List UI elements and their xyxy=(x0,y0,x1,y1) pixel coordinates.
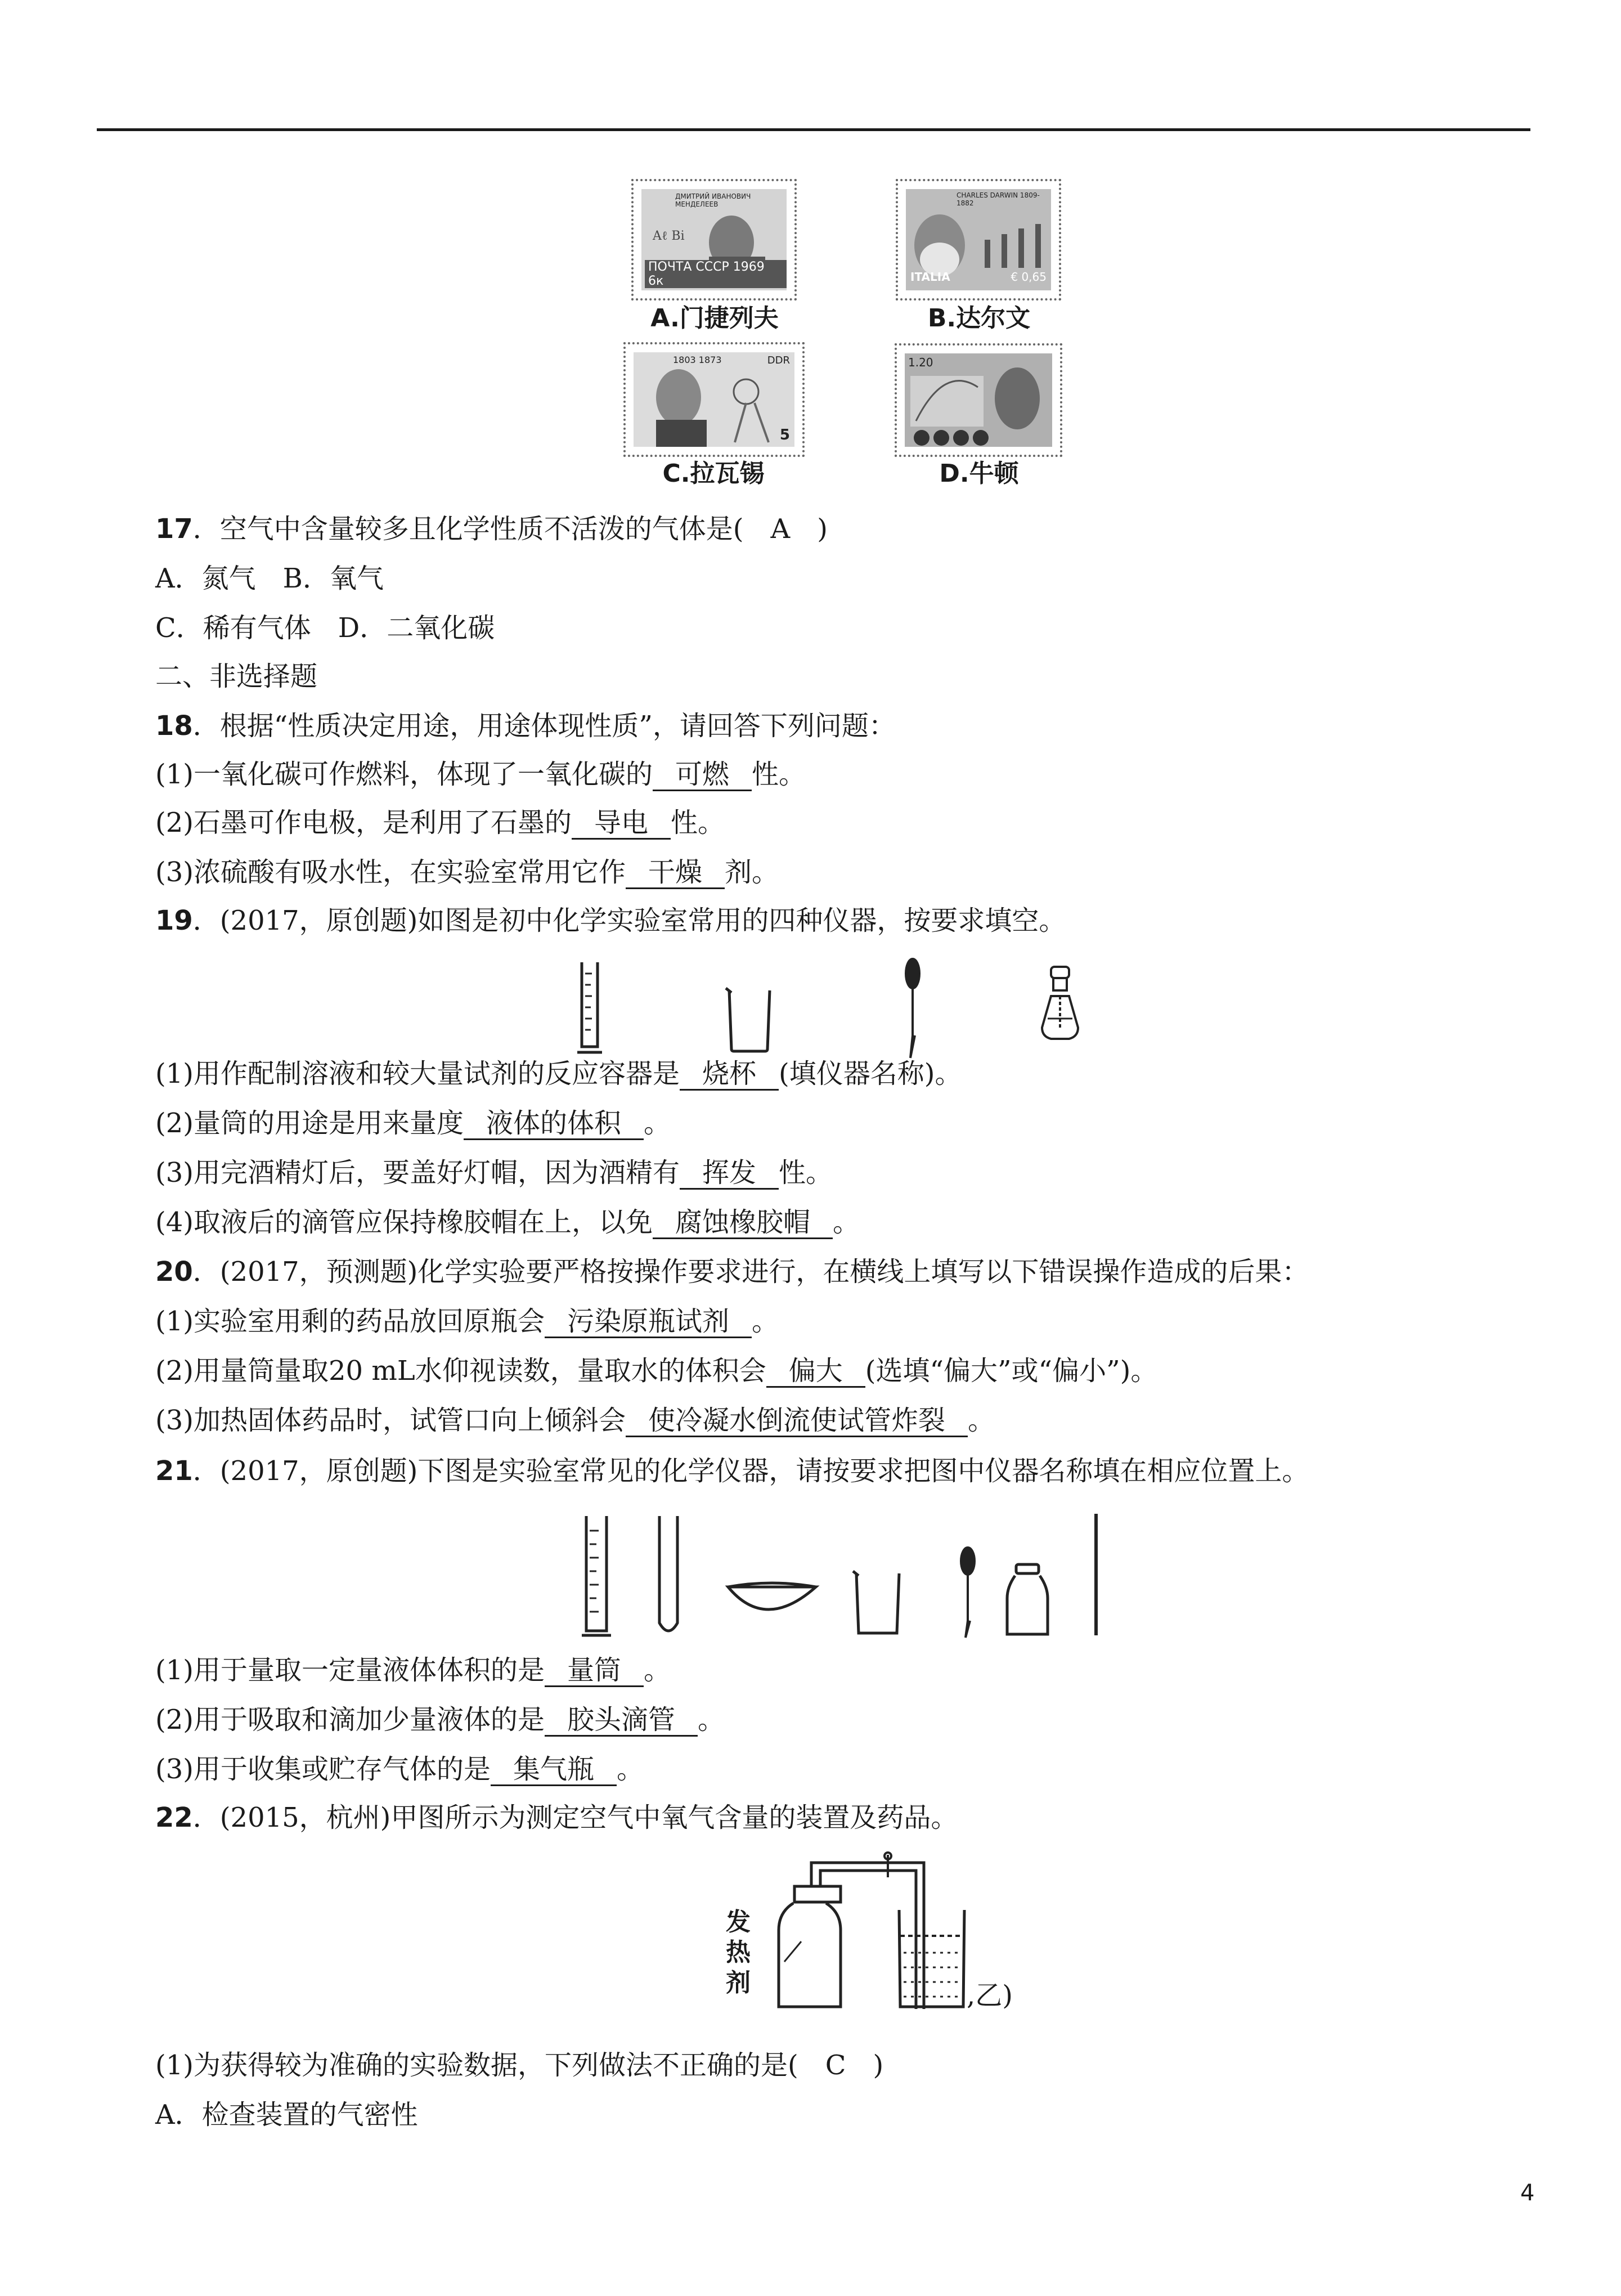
clamp-icon xyxy=(884,1853,891,1877)
paren-close: ) xyxy=(790,513,828,545)
dropper-icon xyxy=(906,959,919,1058)
stamp-caption: D.牛顿 xyxy=(939,459,1019,488)
stamp-text: 1803 1873 xyxy=(673,355,722,365)
q19-part1 xyxy=(155,1057,962,1091)
q18-part3 xyxy=(155,855,779,889)
part-text: (3)加热固体药品时，试管口向上倾斜会 xyxy=(155,1405,626,1436)
part-text: 剂。 xyxy=(725,856,779,888)
stamp-caption: B.达尔文 xyxy=(927,304,1031,333)
stamp-lavoisier xyxy=(623,342,805,457)
stamp-newton xyxy=(895,343,1062,457)
answer-blank: 偏大 xyxy=(766,1356,865,1388)
graduated-cylinder-icon xyxy=(577,962,602,1052)
q18-stem xyxy=(155,709,896,743)
q19-part3 xyxy=(155,1156,833,1190)
section-heading: 二、非选择题 xyxy=(155,661,318,692)
stamp-text: CHARLES DARWIN 1809-1882 xyxy=(957,191,1040,207)
part-text: (2)用量筒量取20 mL水仰视读数，量取水的体积会 xyxy=(155,1355,766,1387)
answer-blank: 烧杯 xyxy=(680,1059,779,1091)
part-text: (1)用作配制溶液和较大量试剂的反应容器是 xyxy=(155,1058,680,1089)
svg-text:Aℓ Bi: Aℓ Bi xyxy=(653,229,685,243)
answer-blank: 干燥 xyxy=(626,857,725,889)
question-number: 17 xyxy=(155,513,193,545)
part-text: 性。 xyxy=(779,1157,833,1189)
q22-option-a: A．检查装置的气密性 xyxy=(155,2099,418,2131)
answer-blank: 污染原瓶试剂 xyxy=(545,1306,752,1338)
stamp-value: 5 xyxy=(779,427,790,443)
stamp-value: € 0,65 xyxy=(1011,270,1047,284)
question-text: ．空气中含量较多且化学性质不活泼的气体是( xyxy=(192,513,771,545)
q17-stem xyxy=(155,512,828,546)
figure-label-yi: ,乙) xyxy=(967,1980,1013,2011)
stamp-mendeleev xyxy=(631,179,797,301)
header-rule xyxy=(97,128,1530,131)
answer-choice: C xyxy=(825,2050,846,2081)
stamp-text: ДМИТРИЙ ИВАНОВИЧ МЕНДЕЛЕЕВ xyxy=(675,192,751,208)
part-text: (选填“偏大”或“偏小”)。 xyxy=(865,1355,1158,1387)
part-text: 。 xyxy=(644,1107,671,1139)
q22-part1 xyxy=(155,2048,883,2082)
question-text: ．(2017，原创题)下图是实验室常见的化学仪器，请按要求把图中仪器名称填在相应位置上。 xyxy=(192,1455,1309,1487)
q17-options-1: A．氮气 B．氧气 xyxy=(155,563,384,594)
question-number: 18 xyxy=(155,710,193,742)
question-text: ．(2017，预测题)化学实验要严格按操作要求进行，在横线上填写以下错误操作造成的后果： xyxy=(192,1256,1309,1288)
stamp-text: ITALIA xyxy=(910,270,950,284)
part-text: 。 xyxy=(617,1754,644,1785)
part-text: (1)一氧化碳可作燃料，体现了一氧化碳的 xyxy=(155,759,653,790)
graduated-cylinder-icon xyxy=(582,1516,611,1635)
question-text: ．根据“性质决定用途，用途体现性质”，请回答下列问题： xyxy=(192,710,896,742)
q21-stem xyxy=(155,1454,1309,1488)
water-beaker-icon xyxy=(899,1910,964,2007)
label-fa: 发 xyxy=(726,1908,751,1936)
part-text: (2)石墨可作电极，是利用了石墨的 xyxy=(155,807,572,838)
q20-part2 xyxy=(155,1354,1157,1388)
part-text: 性。 xyxy=(671,807,725,838)
q22-stem xyxy=(155,1801,958,1835)
part-text: 。 xyxy=(644,1654,671,1686)
dropper-icon xyxy=(961,1548,975,1638)
part-text: (4)取液后的滴管应保持橡胶帽在上，以免 xyxy=(155,1207,653,1238)
q20-part3 xyxy=(155,1403,995,1437)
stamp-caption: C.拉瓦锡 xyxy=(662,459,765,488)
q19-stem xyxy=(155,904,1066,938)
answer-choice: A xyxy=(770,513,791,545)
answer-blank: 导电 xyxy=(572,808,671,840)
gas-jar-icon xyxy=(1007,1564,1048,1634)
stamp-caption: A.门捷列夫 xyxy=(650,304,779,333)
part-text: (3)用于收集或贮存气体的是 xyxy=(155,1754,491,1785)
part-text: (1)为获得较为准确的实验数据，下列做法不正确的是( xyxy=(155,2050,825,2081)
answer-blank: 挥发 xyxy=(680,1158,779,1190)
q21-part3 xyxy=(155,1752,644,1786)
question-text: ．(2017，原创题)如图是初中化学实验室常用的四种仪器，按要求填空。 xyxy=(192,905,1066,936)
part-text: 。 xyxy=(833,1207,860,1238)
part-text: (3)用完酒精灯后，要盖好灯帽，因为酒精有 xyxy=(155,1157,680,1189)
question-number: 22 xyxy=(155,1802,193,1833)
heating-agent-bottle-icon xyxy=(779,1886,841,2007)
stamp-text: DDR xyxy=(767,355,790,366)
part-text: ) xyxy=(846,2050,884,2081)
question-number: 21 xyxy=(155,1455,193,1487)
alcohol-lamp-icon xyxy=(1042,967,1078,1039)
q19-part2 xyxy=(155,1106,671,1140)
beaker-icon xyxy=(726,988,770,1051)
question-text: ．(2015，杭州)甲图所示为测定空气中氧气含量的装置及药品。 xyxy=(192,1802,958,1833)
stamp-darwin xyxy=(896,179,1061,301)
portrait-illustration xyxy=(634,352,794,447)
part-text: (填仪器名称)。 xyxy=(779,1058,962,1089)
answer-blank: 量筒 xyxy=(545,1655,644,1687)
question-number: 20 xyxy=(155,1256,193,1288)
part-text: (3)浓硫酸有吸水性，在实验室常用它作 xyxy=(155,856,626,888)
part-text: 。 xyxy=(752,1306,779,1337)
answer-blank: 使冷凝水倒流使试管炸裂 xyxy=(626,1405,968,1437)
part-text: (1)实验室用剩的药品放回原瓶会 xyxy=(155,1306,545,1337)
part-text: (2)量筒的用途是用来量度 xyxy=(155,1107,464,1139)
question-number: 19 xyxy=(155,905,193,936)
q20-stem xyxy=(155,1255,1309,1289)
q21-part1 xyxy=(155,1653,671,1687)
answer-blank: 胶头滴管 xyxy=(545,1705,698,1737)
part-text: 。 xyxy=(698,1704,725,1736)
q18-part2 xyxy=(155,806,725,840)
stamp-value: 1.20 xyxy=(908,356,933,369)
evaporating-dish-icon xyxy=(728,1583,816,1609)
test-tube-icon xyxy=(659,1516,677,1631)
q17-options-2: C．稀有气体 D．二氧化碳 xyxy=(155,612,495,644)
q21-part2 xyxy=(155,1703,725,1737)
answer-blank: 液体的体积 xyxy=(464,1108,644,1140)
answer-blank: 可燃 xyxy=(653,759,752,791)
q19-part4 xyxy=(155,1205,860,1239)
part-text: 。 xyxy=(968,1405,995,1436)
page-number: 4 xyxy=(1520,2180,1535,2206)
portrait-illustration xyxy=(905,353,1052,447)
q21-instruments-figure xyxy=(574,1508,1114,1643)
part-text: 性。 xyxy=(752,759,806,790)
stamp-text: ПОЧТА СССР 1969 6к xyxy=(645,260,787,288)
q20-part1 xyxy=(155,1304,779,1338)
beaker-icon xyxy=(853,1571,899,1633)
connecting-tube-icon xyxy=(811,1863,924,2009)
part-text: (1)用于量取一定量液体体积的是 xyxy=(155,1654,545,1686)
q18-part1 xyxy=(155,757,806,791)
answer-blank: 集气瓶 xyxy=(491,1754,617,1786)
label-re: 热 xyxy=(726,1938,751,1967)
part-text: (2)用于吸取和滴加少量液体的是 xyxy=(155,1704,545,1736)
label-ji: 剂 xyxy=(726,1968,751,1997)
q19-instruments-figure xyxy=(563,951,1114,1064)
answer-blank: 腐蚀橡胶帽 xyxy=(653,1207,833,1239)
